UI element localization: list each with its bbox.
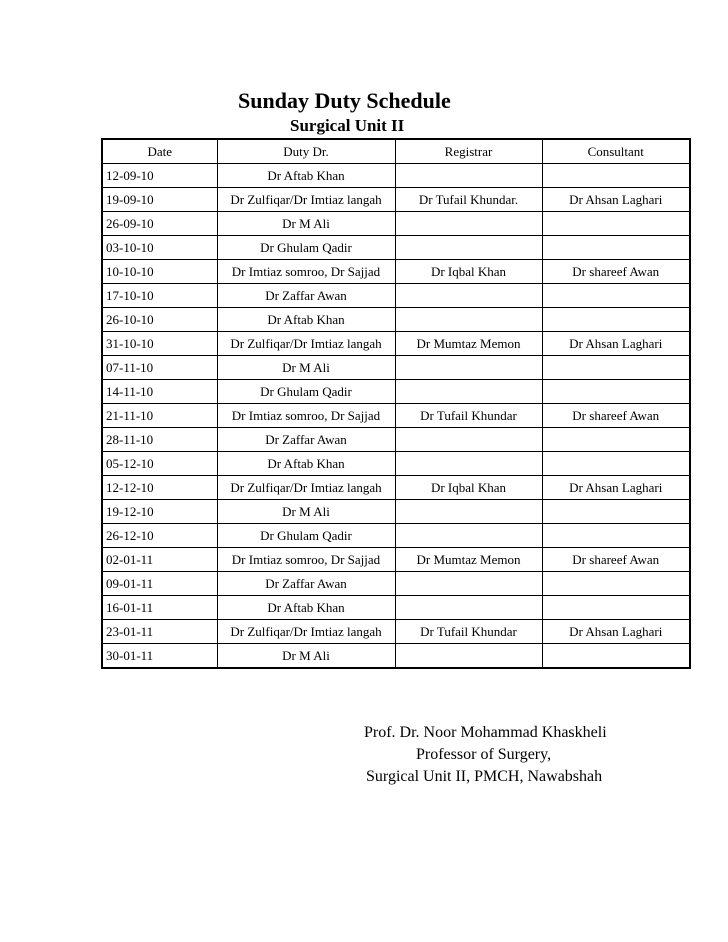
duty-dr-cell: Dr Zaffar Awan: [217, 428, 395, 452]
registrar-cell: [395, 596, 542, 620]
duty-dr-cell: Dr Aftab Khan: [217, 308, 395, 332]
table-row: [102, 188, 690, 212]
date-cell: 19-09-10: [102, 188, 217, 212]
consultant-cell: [542, 284, 690, 308]
duty-dr-cell: Dr Zulfiqar/Dr Imtiaz langah: [217, 188, 395, 212]
table-row: [102, 596, 690, 620]
date-cell: 16-01-11: [102, 596, 217, 620]
date-cell: 12-09-10: [102, 164, 217, 188]
consultant-cell: [542, 164, 690, 188]
consultant-cell: Dr Ahsan Laghari: [542, 332, 690, 356]
header-date: Date: [102, 139, 217, 164]
date-cell: 26-10-10: [102, 308, 217, 332]
date-cell: 28-11-10: [102, 428, 217, 452]
consultant-cell: Dr Ahsan Laghari: [542, 476, 690, 500]
table-row: [102, 356, 690, 380]
registrar-cell: Dr Tufail Khundar: [395, 620, 542, 644]
duty-dr-cell: Dr M Ali: [217, 644, 395, 669]
duty-dr-cell: Dr Zaffar Awan: [217, 572, 395, 596]
registrar-cell: [395, 380, 542, 404]
date-cell: 26-09-10: [102, 212, 217, 236]
duty-dr-cell: Dr Aftab Khan: [217, 164, 395, 188]
consultant-cell: [542, 596, 690, 620]
date-cell: 03-10-10: [102, 236, 217, 260]
registrar-cell: Dr Iqbal Khan: [395, 476, 542, 500]
duty-dr-cell: Dr Ghulam Qadir: [217, 236, 395, 260]
consultant-cell: Dr shareef Awan: [542, 260, 690, 284]
table-row: [102, 572, 690, 596]
registrar-cell: [395, 284, 542, 308]
table-row: [102, 428, 690, 452]
header-registrar: Registrar: [395, 139, 542, 164]
table-row: [102, 452, 690, 476]
consultant-cell: [542, 500, 690, 524]
duty-dr-cell: Dr Ghulam Qadir: [217, 524, 395, 548]
table-row: [102, 380, 690, 404]
consultant-cell: Dr shareef Awan: [542, 404, 690, 428]
table-row: [102, 644, 690, 669]
table-row: [102, 548, 690, 572]
registrar-cell: [395, 356, 542, 380]
header-consultant: Consultant: [542, 139, 690, 164]
consultant-cell: Dr Ahsan Laghari: [542, 188, 690, 212]
table-row: [102, 620, 690, 644]
duty-dr-cell: Dr M Ali: [217, 500, 395, 524]
date-cell: 31-10-10: [102, 332, 217, 356]
date-cell: 19-12-10: [102, 500, 217, 524]
consultant-cell: [542, 452, 690, 476]
table-row: [102, 500, 690, 524]
registrar-cell: [395, 524, 542, 548]
consultant-cell: [542, 308, 690, 332]
duty-dr-cell: Dr Zulfiqar/Dr Imtiaz langah: [217, 476, 395, 500]
duty-dr-cell: Dr Zulfiqar/Dr Imtiaz langah: [217, 620, 395, 644]
consultant-cell: Dr shareef Awan: [542, 548, 690, 572]
duty-dr-cell: Dr M Ali: [217, 212, 395, 236]
date-cell: 14-11-10: [102, 380, 217, 404]
duty-dr-cell: Dr Aftab Khan: [217, 452, 395, 476]
date-cell: 05-12-10: [102, 452, 217, 476]
date-cell: 17-10-10: [102, 284, 217, 308]
registrar-cell: [395, 500, 542, 524]
duty-schedule-table: [101, 138, 691, 669]
date-cell: 10-10-10: [102, 260, 217, 284]
registrar-cell: [395, 572, 542, 596]
duty-dr-cell: Dr Imtiaz somroo, Dr Sajjad: [217, 260, 395, 284]
table-row: [102, 260, 690, 284]
registrar-cell: Dr Tufail Khundar: [395, 404, 542, 428]
consultant-cell: [542, 428, 690, 452]
duty-dr-cell: Dr M Ali: [217, 356, 395, 380]
registrar-cell: Dr Iqbal Khan: [395, 260, 542, 284]
date-cell: 09-01-11: [102, 572, 217, 596]
registrar-cell: [395, 212, 542, 236]
table-header-row: [102, 139, 690, 164]
registrar-cell: [395, 236, 542, 260]
registrar-cell: [395, 428, 542, 452]
consultant-cell: [542, 644, 690, 669]
table-body: [102, 164, 690, 669]
signature-block: [364, 722, 684, 788]
registrar-cell: [395, 644, 542, 669]
consultant-cell: [542, 236, 690, 260]
table-row: [102, 524, 690, 548]
date-cell: 07-11-10: [102, 356, 217, 380]
document-subtitle: Surgical Unit II: [290, 116, 405, 135]
registrar-cell: [395, 164, 542, 188]
duty-dr-cell: Dr Imtiaz somroo, Dr Sajjad: [217, 548, 395, 572]
registrar-cell: [395, 308, 542, 332]
consultant-cell: [542, 212, 690, 236]
signature-position: Professor of Surgery,: [416, 746, 552, 763]
consultant-cell: [542, 572, 690, 596]
signature-unit: Surgical Unit II, PMCH, Nawabshah: [366, 768, 603, 785]
consultant-cell: [542, 524, 690, 548]
table-row: [102, 284, 690, 308]
duty-dr-cell: Dr Imtiaz somroo, Dr Sajjad: [217, 404, 395, 428]
date-cell: 21-11-10: [102, 404, 217, 428]
table-row: [102, 308, 690, 332]
table-row: [102, 332, 690, 356]
date-cell: 12-12-10: [102, 476, 217, 500]
duty-dr-cell: Dr Aftab Khan: [217, 596, 395, 620]
date-cell: 23-01-11: [102, 620, 217, 644]
table-row: [102, 212, 690, 236]
consultant-cell: [542, 356, 690, 380]
duty-dr-cell: Dr Zaffar Awan: [217, 284, 395, 308]
consultant-cell: [542, 380, 690, 404]
date-cell: 02-01-11: [102, 548, 217, 572]
date-cell: 30-01-11: [102, 644, 217, 669]
registrar-cell: Dr Mumtaz Memon: [395, 332, 542, 356]
table-row: [102, 164, 690, 188]
signature-name: Prof. Dr. Noor Mohammad Khaskheli: [364, 724, 607, 741]
document-title: Sunday Duty Schedule: [238, 88, 451, 113]
header-duty-dr: Duty Dr.: [217, 139, 395, 164]
registrar-cell: [395, 452, 542, 476]
consultant-cell: Dr Ahsan Laghari: [542, 620, 690, 644]
duty-dr-cell: Dr Zulfiqar/Dr Imtiaz langah: [217, 332, 395, 356]
table-row: [102, 404, 690, 428]
registrar-cell: Dr Tufail Khundar.: [395, 188, 542, 212]
registrar-cell: Dr Mumtaz Memon: [395, 548, 542, 572]
table-row: [102, 236, 690, 260]
table-row: [102, 476, 690, 500]
date-cell: 26-12-10: [102, 524, 217, 548]
duty-dr-cell: Dr Ghulam Qadir: [217, 380, 395, 404]
